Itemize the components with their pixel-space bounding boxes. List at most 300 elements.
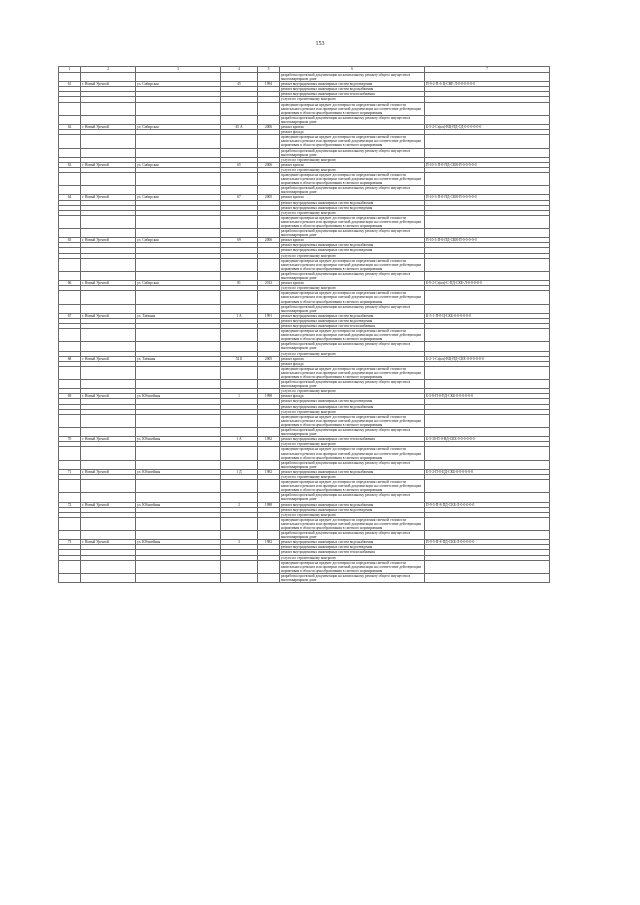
repair-schedule-table (58, 66, 550, 583)
city-cell: г. Новый Уренгой (81, 281, 136, 286)
building-number-cell (221, 115, 258, 124)
year-built-cell (258, 447, 280, 460)
table-row (59, 517, 550, 530)
city-cell (81, 304, 136, 313)
table-body (59, 73, 550, 583)
city-cell (81, 135, 136, 148)
city-cell: г. Новый Уренгой (81, 502, 136, 507)
city-cell (81, 480, 136, 493)
work-type-cell: услуги по строительному контролю (280, 253, 425, 258)
city-cell: г. Новый Уренгой (81, 540, 136, 545)
building-code-cell: П-9-2-П-6-Ц-СВЕ-Л-0-0-0-0-0-0 (425, 82, 550, 87)
building-number-cell: 69 (221, 238, 258, 243)
building-number-cell (221, 135, 258, 148)
table-row (59, 380, 550, 389)
row-number-cell: 70 (59, 437, 81, 442)
street-cell (136, 531, 221, 540)
building-number-cell: 45 А (221, 125, 258, 130)
street-cell (136, 342, 221, 351)
work-type-cell: разработка проектной документации на капитальному ремонту общего имущества в многоквартирном доме (280, 304, 425, 313)
building-number-cell (221, 447, 258, 460)
building-number-cell (221, 493, 258, 502)
building-code-cell (425, 186, 550, 195)
work-type-cell: услуги по строительному контролю (280, 474, 425, 479)
work-type-cell: ремонт внутридомовых инженерных систем водоснабжения (280, 540, 425, 545)
work-type-cell: услуги по строительному контролю (280, 351, 425, 356)
city-cell (81, 493, 136, 502)
city-cell (81, 560, 136, 573)
year-built-cell (258, 186, 280, 195)
street-cell (136, 480, 221, 493)
work-type-cell: ремонт кровли (280, 125, 425, 130)
building-number-cell (221, 304, 258, 313)
city-cell: г. Новый Уренгой (81, 238, 136, 243)
building-number-cell (221, 291, 258, 304)
row-number-cell: 69 (59, 394, 81, 399)
year-built-cell (258, 531, 280, 540)
work-type-cell: проведение проверки на предмет достоверности определения сметной стоимости капитального ремонта или проверки сметной документации на соответствие действующим нормативам в области ценообразования в сметного нормирования (280, 414, 425, 427)
row-number-cell: 72 (59, 502, 81, 507)
work-type-cell: ремонт кровли (280, 162, 425, 167)
street-cell: ул. Сибирская (136, 82, 221, 87)
work-type-cell: ремонт внутридомовых инженерных систем водоотведения (280, 507, 425, 512)
building-number-cell: 65 (221, 162, 258, 167)
city-cell (81, 517, 136, 530)
building-number-cell (221, 172, 258, 185)
row-number-cell (59, 447, 81, 460)
row-number-cell (59, 215, 81, 228)
year-built-cell: 1982 (258, 540, 280, 545)
work-type-cell: услуги по строительному контролю (280, 286, 425, 291)
row-number-cell (59, 329, 81, 342)
street-cell (136, 517, 221, 530)
work-type-cell: услуги по строительному контролю (280, 389, 425, 394)
row-number-cell (59, 229, 81, 238)
building-code-cell: Б-5-30-П-0-ВД-СКБ-0-0-0-0-0-0 (425, 437, 550, 442)
building-code-cell (425, 428, 550, 437)
street-cell: ул. Сибирская (136, 125, 221, 130)
work-type-cell: ремонт фасада (280, 361, 425, 366)
building-number-cell (221, 380, 258, 389)
city-cell (81, 573, 136, 582)
year-built-cell (258, 493, 280, 502)
street-cell: ул. Сибирская (136, 195, 221, 200)
building-number-cell (221, 428, 258, 437)
work-type-cell: разработка проектной документации на капитальному ремонту общего имущества в многоквартирном доме (280, 115, 425, 124)
row-number-cell (59, 291, 81, 304)
building-code-cell: К-5-1-П-0-Ц-СКБ-0-0-0-0-0-0 (425, 313, 550, 318)
row-number-cell: 63 (59, 162, 81, 167)
column-header-4: 4 (221, 67, 258, 73)
year-built-cell: 1998 (258, 394, 280, 399)
year-built-cell (258, 215, 280, 228)
work-type-cell: ремонт внутридомовых инженерных систем водоотведения (280, 248, 425, 253)
year-built-cell (258, 517, 280, 530)
building-number-cell (221, 73, 258, 82)
year-built-cell (258, 560, 280, 573)
building-code-cell (425, 258, 550, 271)
work-type-cell: ремонт внутридомовых инженерных систем водоотведения (280, 545, 425, 550)
work-type-cell: ремонт внутридомовых инженерных систем водоснабжения (280, 313, 425, 318)
city-cell (81, 329, 136, 342)
row-number-cell: 61 (59, 82, 81, 87)
year-built-cell: 2005 (258, 195, 280, 200)
building-number-cell: 52 Б (221, 356, 258, 361)
building-code-cell (425, 291, 550, 304)
work-type-cell: ремонт внутридомовых инженерных систем водоснабжения (280, 469, 425, 474)
table-row (59, 102, 550, 115)
work-type-cell: ремонт внутридомовых инженерных систем водоснабжения (280, 200, 425, 205)
work-type-cell: ремонт фасада (280, 130, 425, 135)
row-number-cell (59, 102, 81, 115)
work-type-cell: услуги по строительному контролю (280, 555, 425, 560)
work-type-cell: проведение проверки на предмет достоверности определения сметной стоимости капитального ремонта или проверки сметной документации на соответствие действующим нормативам в области ценообразования в сметного нормирования (280, 135, 425, 148)
year-built-cell (258, 366, 280, 379)
city-cell (81, 215, 136, 228)
year-built-cell (258, 172, 280, 185)
table-row (59, 115, 550, 124)
building-code-cell (425, 573, 550, 582)
building-number-cell (221, 102, 258, 115)
city-cell: г. Новый Уренгой (81, 356, 136, 361)
row-number-cell: 73 (59, 540, 81, 545)
work-type-cell: разработка проектной документации на капитальному ремонту общего имущества в многоквартирном доме (280, 493, 425, 502)
street-cell (136, 428, 221, 437)
city-cell (81, 115, 136, 124)
city-cell: г. Новый Уренгой (81, 82, 136, 87)
building-number-cell (221, 517, 258, 530)
street-cell: ул. Таёжная (136, 313, 221, 318)
city-cell (81, 73, 136, 82)
work-type-cell: ремонт кровли (280, 238, 425, 243)
building-number-cell: 1 Д (221, 469, 258, 474)
work-type-cell: проведение проверки на предмет достоверности определения сметной стоимости капитального ремонта или проверки сметной документации на соответствие действующим нормативам в области ценообразования в сметного нормирования (280, 480, 425, 493)
building-code-cell (425, 215, 550, 228)
city-cell: г. Новый Уренгой (81, 437, 136, 442)
work-type-cell: проведение проверки на предмет достоверности определения сметной стоимости капитального ремонта или проверки сметной документации на соответствие действующим нормативам в области ценообразования в сметного нормирования (280, 291, 425, 304)
street-cell (136, 304, 221, 313)
table-row (59, 215, 550, 228)
street-cell: ул. Сибирская (136, 281, 221, 286)
row-number-cell (59, 366, 81, 379)
work-type-cell: ремонт кровли (280, 281, 425, 286)
work-type-cell: проведение проверки на предмет достоверности определения сметной стоимости капитального ремонта или проверки сметной документации на соответствие действующим нормативам в области ценообразования в сметного нормирования (280, 560, 425, 573)
column-header-5: 5 (258, 67, 280, 73)
building-number-cell: 81 (221, 281, 258, 286)
building-code-cell: П-10-3-П-0-ПД-СКВ-П-0-0-0-0-0 (425, 238, 550, 243)
row-number-cell: 71 (59, 469, 81, 474)
building-code-cell (425, 135, 550, 148)
street-cell (136, 366, 221, 379)
building-code-cell: Б-5-8-П-0-ПД-СКБ-0-0-0-0-0-0 (425, 394, 550, 399)
city-cell: г. Новый Уренгой (81, 195, 136, 200)
building-code-cell: Б-2-1-Сэ(кч)-ВЦ-ПД-СКЕ-0-0-0-0-0-0 (425, 356, 550, 361)
year-built-cell (258, 342, 280, 351)
work-type-cell: проведение проверки на предмет достоверности определения сметной стоимости капитального ремонта или проверки сметной документации на соответствие действующим нормативам в области ценообразования в сметного нормирования (280, 517, 425, 530)
year-built-cell: 2006 (258, 162, 280, 167)
work-type-cell: проведение проверки на предмет достоверности определения сметной стоимости капитального ремонта или проверки сметной документации на соответствие действующим нормативам в области ценообразования в сметного нормирования (280, 215, 425, 228)
street-cell (136, 447, 221, 460)
building-number-cell (221, 329, 258, 342)
work-type-cell: разработка проектной документации на капитальному ремонту общего имущества в многоквартирном доме (280, 460, 425, 469)
work-type-cell: ремонт внутридомовых инженерных систем водоотведения (280, 399, 425, 404)
row-number-cell: 67 (59, 313, 81, 318)
work-type-cell: услуги по строительному контролю (280, 409, 425, 414)
year-built-cell (258, 304, 280, 313)
work-type-cell: проведение проверки на предмет достоверности определения сметной стоимости капитального ремонта или проверки сметной документации на соответствие действующим нормативам в области ценообразования в сметного нормирования (280, 172, 425, 185)
work-type-cell: проведение проверки на предмет достоверности определения сметной стоимости капитального ремонта или проверки сметной документации на соответствие действующим нормативам в области ценообразования в сметного нормирования (280, 102, 425, 115)
building-code-cell: Б-9-2-Сэ(кч)-С-ПД-СКЕ-Л-0-0-0-0-0 (425, 281, 550, 286)
work-type-cell: разработка проектной документации на капитальному ремонту общего имущества в многоквартирном доме (280, 148, 425, 157)
city-cell (81, 460, 136, 469)
work-type-cell: разработка проектной документации на капитальному ремонту общего имущества в многоквартирном доме (280, 531, 425, 540)
city-cell (81, 447, 136, 460)
row-number-cell (59, 342, 81, 351)
building-number-cell: 45 (221, 82, 258, 87)
row-number-cell (59, 460, 81, 469)
building-number-cell (221, 573, 258, 582)
building-number-cell (221, 229, 258, 238)
work-type-cell: услуги по строительному контролю (280, 167, 425, 172)
work-type-cell: разработка проектной документации на капитальному ремонту общего имущества в многоквартирном доме (280, 186, 425, 195)
city-cell (81, 102, 136, 115)
row-number-cell: 66 (59, 281, 81, 286)
street-cell (136, 291, 221, 304)
column-header-6: 6 (280, 67, 425, 73)
street-cell: ул. Юбилейная (136, 469, 221, 474)
table-row (59, 271, 550, 280)
row-number-cell (59, 414, 81, 427)
work-type-cell: ремонт внутридомовых инженерных систем водоснабжения (280, 404, 425, 409)
row-number-cell (59, 73, 81, 82)
year-built-cell (258, 460, 280, 469)
building-code-cell: П-10-3-П-0-ПД-СКВ-П-0-0-0-0-0 (425, 195, 550, 200)
city-cell: г. Новый Уренгой (81, 162, 136, 167)
building-code-cell: П-9-5-П-8-ПД-СКБ-Л-0-0-0-0-0 (425, 540, 550, 545)
building-number-cell (221, 258, 258, 271)
row-number-cell (59, 172, 81, 185)
city-cell: г. Новый Уренгой (81, 469, 136, 474)
work-type-cell: услуги по строительному контролю (280, 97, 425, 102)
city-cell: г. Новый Уренгой (81, 313, 136, 318)
city-cell (81, 291, 136, 304)
column-header-1: 1 (59, 67, 81, 73)
building-code-cell (425, 148, 550, 157)
street-cell: ул. Таёжная (136, 356, 221, 361)
table-row (59, 172, 550, 185)
city-cell (81, 148, 136, 157)
table-row (59, 560, 550, 573)
table-row (59, 460, 550, 469)
building-number-cell (221, 414, 258, 427)
row-number-cell (59, 148, 81, 157)
building-number-cell (221, 186, 258, 195)
year-built-cell: 1982 (258, 469, 280, 474)
street-cell (136, 115, 221, 124)
table-row (59, 480, 550, 493)
street-cell (136, 560, 221, 573)
city-cell (81, 172, 136, 185)
work-type-cell: ремонт внутридомовых инженерных систем теплоснабжения (280, 437, 425, 442)
row-number-cell (59, 531, 81, 540)
row-number-cell (59, 271, 81, 280)
row-number-cell: 65 (59, 238, 81, 243)
building-code-cell (425, 460, 550, 469)
column-header-2: 2 (81, 67, 136, 73)
work-type-cell: разработка проектной документации на капитальному ремонту общего имущества в многоквартирном доме (280, 428, 425, 437)
city-cell (81, 258, 136, 271)
work-type-cell: ремонт кровли (280, 195, 425, 200)
city-cell (81, 380, 136, 389)
row-number-cell: 64 (59, 195, 81, 200)
building-code-cell (425, 531, 550, 540)
city-cell (81, 366, 136, 379)
building-number-cell: 67 (221, 195, 258, 200)
table-row (59, 229, 550, 238)
year-built-cell (258, 102, 280, 115)
street-cell: ул. Юбилейная (136, 540, 221, 545)
row-number-cell (59, 186, 81, 195)
street-cell: ул. Юбилейная (136, 394, 221, 399)
table-row (59, 135, 550, 148)
work-type-cell: услуги по строительному контролю (280, 157, 425, 162)
street-cell: ул. Юбилейная (136, 502, 221, 507)
work-type-cell: услуги по строительному контролю (280, 210, 425, 215)
row-number-cell (59, 135, 81, 148)
year-built-cell: 2005 (258, 356, 280, 361)
building-number-cell: 1 А (221, 313, 258, 318)
building-code-cell (425, 447, 550, 460)
building-code-cell (425, 115, 550, 124)
street-cell: ул. Юбилейная (136, 437, 221, 442)
city-cell (81, 428, 136, 437)
table-row (59, 493, 550, 502)
row-number-cell (59, 560, 81, 573)
table-row (59, 428, 550, 437)
city-cell (81, 414, 136, 427)
work-type-cell: проведение проверки на предмет достоверности определения сметной стоимости капитального ремонта или проверки сметной документации на соответствие действующим нормативам в области ценообразования в сметного нормирования (280, 366, 425, 379)
building-code-cell (425, 229, 550, 238)
building-code-cell (425, 366, 550, 379)
table-row (59, 329, 550, 342)
street-cell (136, 380, 221, 389)
street-cell (136, 271, 221, 280)
work-type-cell: разработка проектной документации на капитальному ремонту общего имущества в многоквартирном доме (280, 342, 425, 351)
building-number-cell (221, 148, 258, 157)
street-cell: ул. Сибирская (136, 238, 221, 243)
year-built-cell (258, 148, 280, 157)
work-type-cell: ремонт фасада (280, 394, 425, 399)
building-number-cell: 3 (221, 540, 258, 545)
work-type-cell: разработка проектной документации на капитальному ремонту общего имущества в многоквартирном доме (280, 73, 425, 82)
year-built-cell (258, 229, 280, 238)
table-row (59, 366, 550, 379)
year-built-cell (258, 258, 280, 271)
city-cell (81, 342, 136, 351)
year-built-cell (258, 573, 280, 582)
building-code-cell (425, 414, 550, 427)
row-number-cell (59, 304, 81, 313)
building-code-cell (425, 380, 550, 389)
street-cell (136, 135, 221, 148)
work-type-cell: разработка проектной документации на капитальному ремонту общего имущества в многоквартирном доме (280, 271, 425, 280)
building-number-cell (221, 366, 258, 379)
row-number-cell: 68 (59, 356, 81, 361)
building-number-cell: 1 (221, 394, 258, 399)
building-number-cell (221, 531, 258, 540)
street-cell (136, 102, 221, 115)
street-cell (136, 460, 221, 469)
work-type-cell: разработка проектной документации на капитальному ремонту общего имущества в многоквартирном доме (280, 229, 425, 238)
work-type-cell: ремонт внутридомовых инженерных систем водоотведения (280, 82, 425, 87)
city-cell (81, 229, 136, 238)
building-number-cell (221, 480, 258, 493)
year-built-cell (258, 329, 280, 342)
work-type-cell: ремонт внутридомовых инженерных систем водоотведения (280, 318, 425, 323)
work-type-cell: разработка проектной документации на капитальному ремонту общего имущества в многоквартирном доме (280, 573, 425, 582)
work-type-cell: проведение проверки на предмет достоверности определения сметной стоимости капитального ремонта или проверки сметной документации на соответствие действующим нормативам в области ценообразования в сметного нормирования (280, 258, 425, 271)
year-built-cell: 1991 (258, 313, 280, 318)
year-built-cell (258, 380, 280, 389)
year-built-cell (258, 414, 280, 427)
building-number-cell: 1 А (221, 437, 258, 442)
year-built-cell (258, 135, 280, 148)
year-built-cell: 2006 (258, 238, 280, 243)
table-row (59, 291, 550, 304)
table-row (59, 414, 550, 427)
work-type-cell: услуги по строительному контролю (280, 512, 425, 517)
year-built-cell: 1982 (258, 437, 280, 442)
street-cell (136, 215, 221, 228)
row-number-cell: 62 (59, 125, 81, 130)
row-number-cell (59, 115, 81, 124)
city-cell (81, 271, 136, 280)
table-row (59, 573, 550, 582)
building-code-cell (425, 172, 550, 185)
building-code-cell: Б-5-2-Сэ(кч)-ВЦ-ПД-СД-0-0-0-0-0-0 (425, 125, 550, 130)
row-number-cell (59, 517, 81, 530)
building-code-cell (425, 73, 550, 82)
street-cell (136, 229, 221, 238)
work-type-cell: ремонт внутридомовых инженерных систем водоснабжения (280, 502, 425, 507)
table-row (59, 73, 550, 82)
work-type-cell: ремонт внутридомовых инженерных систем водоснабжения (280, 243, 425, 248)
building-number-cell (221, 215, 258, 228)
building-code-cell (425, 493, 550, 502)
row-number-cell (59, 480, 81, 493)
year-built-cell (258, 271, 280, 280)
table-row (59, 304, 550, 313)
table-row (59, 531, 550, 540)
building-code-cell (425, 304, 550, 313)
column-header-3: 3 (136, 67, 221, 73)
city-cell: г. Новый Уренгой (81, 125, 136, 130)
year-built-cell (258, 73, 280, 82)
building-code-cell (425, 329, 550, 342)
street-cell (136, 186, 221, 195)
building-code-cell (425, 102, 550, 115)
column-header-7: 7 (425, 67, 550, 73)
work-type-cell: услуги по строительному контролю (280, 442, 425, 447)
building-number-cell: 2 (221, 502, 258, 507)
building-code-cell: П-10-3-П-0-ПД-СКВ-П-0-0-0-0-0 (425, 162, 550, 167)
building-code-cell: П-9-5-П-8-ПД-СКБ-Л-0-0-0-0-0 (425, 502, 550, 507)
street-cell (136, 73, 221, 82)
work-type-cell: ремонт внутридомовых инженерных систем теплоснабжения (280, 323, 425, 328)
row-number-cell (59, 428, 81, 437)
work-type-cell: ремонт кровли (280, 356, 425, 361)
work-type-cell: разработка проектной документации на капитальному ремонту общего имущества в многоквартирном доме (280, 380, 425, 389)
